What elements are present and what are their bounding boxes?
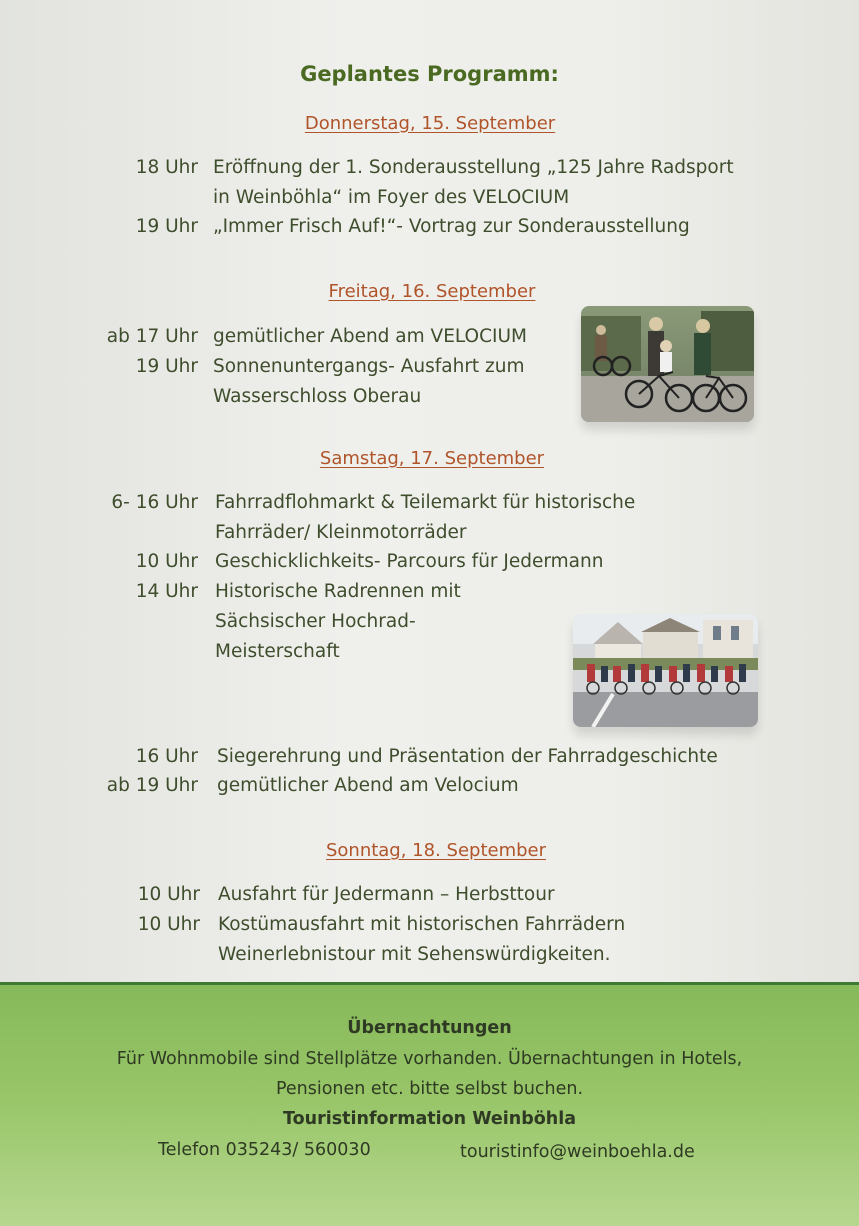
event-time: 18 Uhr	[135, 157, 198, 178]
phone-number: Telefon 035243/ 560030	[158, 1140, 371, 1160]
event-description: in Weinböhla“ im Foyer des VELOCIUM	[213, 187, 570, 208]
cyclists-photo	[581, 306, 754, 422]
day-heading-thursday: Donnerstag, 15. September	[304, 113, 556, 134]
event-description: Eröffnung der 1. Sonderausstellung „125 Jahre Radsport	[213, 157, 734, 178]
event-description: gemütlicher Abend am VELOCIUM	[213, 326, 527, 347]
event-description: Fahrräder/ Kleinmotorräder	[215, 522, 467, 543]
event-description: Ausfahrt für Jedermann – Herbsttour	[218, 884, 555, 905]
event-description: gemütlicher Abend am Velocium	[217, 775, 519, 796]
event-description: Wasserschloss Oberau	[213, 386, 422, 407]
overnight-heading: Übernachtungen	[347, 1018, 512, 1038]
event-description: Kostümausfahrt mit historischen Fahrrädern	[218, 914, 626, 935]
overnight-text: Pensionen etc. bitte selbst buchen.	[275, 1079, 584, 1099]
event-description: Sonnenuntergangs- Ausfahrt zum	[213, 356, 525, 377]
event-time: 10 Uhr	[137, 914, 200, 935]
event-time: 10 Uhr	[135, 551, 198, 572]
tourist-office-name: Touristinformation Weinböhla	[282, 1109, 577, 1129]
email-address[interactable]: touristinfo@weinboehla.de	[460, 1142, 695, 1162]
event-description: Fahrradflohmarkt & Teilemarkt für historische	[215, 492, 636, 513]
day-heading-sunday: Sonntag, 18. September	[325, 840, 547, 861]
event-time: ab 17 Uhr	[106, 326, 198, 347]
event-time: 14 Uhr	[135, 581, 198, 602]
event-description: Historische Radrennen mit	[215, 581, 461, 602]
info-footer	[0, 982, 859, 1226]
event-time: 19 Uhr	[135, 216, 198, 237]
event-description: „Immer Frisch Auf!“- Vortrag zur Sonderausstellung	[213, 216, 690, 237]
event-description: Sächsischer Hochrad-	[215, 611, 416, 632]
event-time: 10 Uhr	[137, 884, 200, 905]
race-photo	[573, 614, 758, 727]
event-description: Geschicklichkeits- Parcours für Jedermann	[215, 551, 604, 572]
overnight-text: Für Wohnmobile sind Stellplätze vorhanden. Übernachtungen in Hotels,	[116, 1049, 743, 1069]
event-description: Siegerehrung und Präsentation der Fahrradgeschichte	[217, 746, 718, 767]
event-description: Meisterschaft	[215, 641, 340, 662]
event-time: 19 Uhr	[135, 356, 198, 377]
day-heading-friday: Freitag, 16. September	[328, 281, 536, 302]
event-time: ab 19 Uhr	[106, 775, 198, 796]
event-description: Weinerlebnistour mit Sehenswürdigkeiten.	[218, 944, 611, 965]
event-time: 16 Uhr	[135, 746, 198, 767]
day-heading-saturday: Samstag, 17. September	[319, 448, 545, 469]
event-time: 6- 16 Uhr	[111, 492, 198, 513]
page-title: Geplantes Programm:	[300, 62, 559, 86]
